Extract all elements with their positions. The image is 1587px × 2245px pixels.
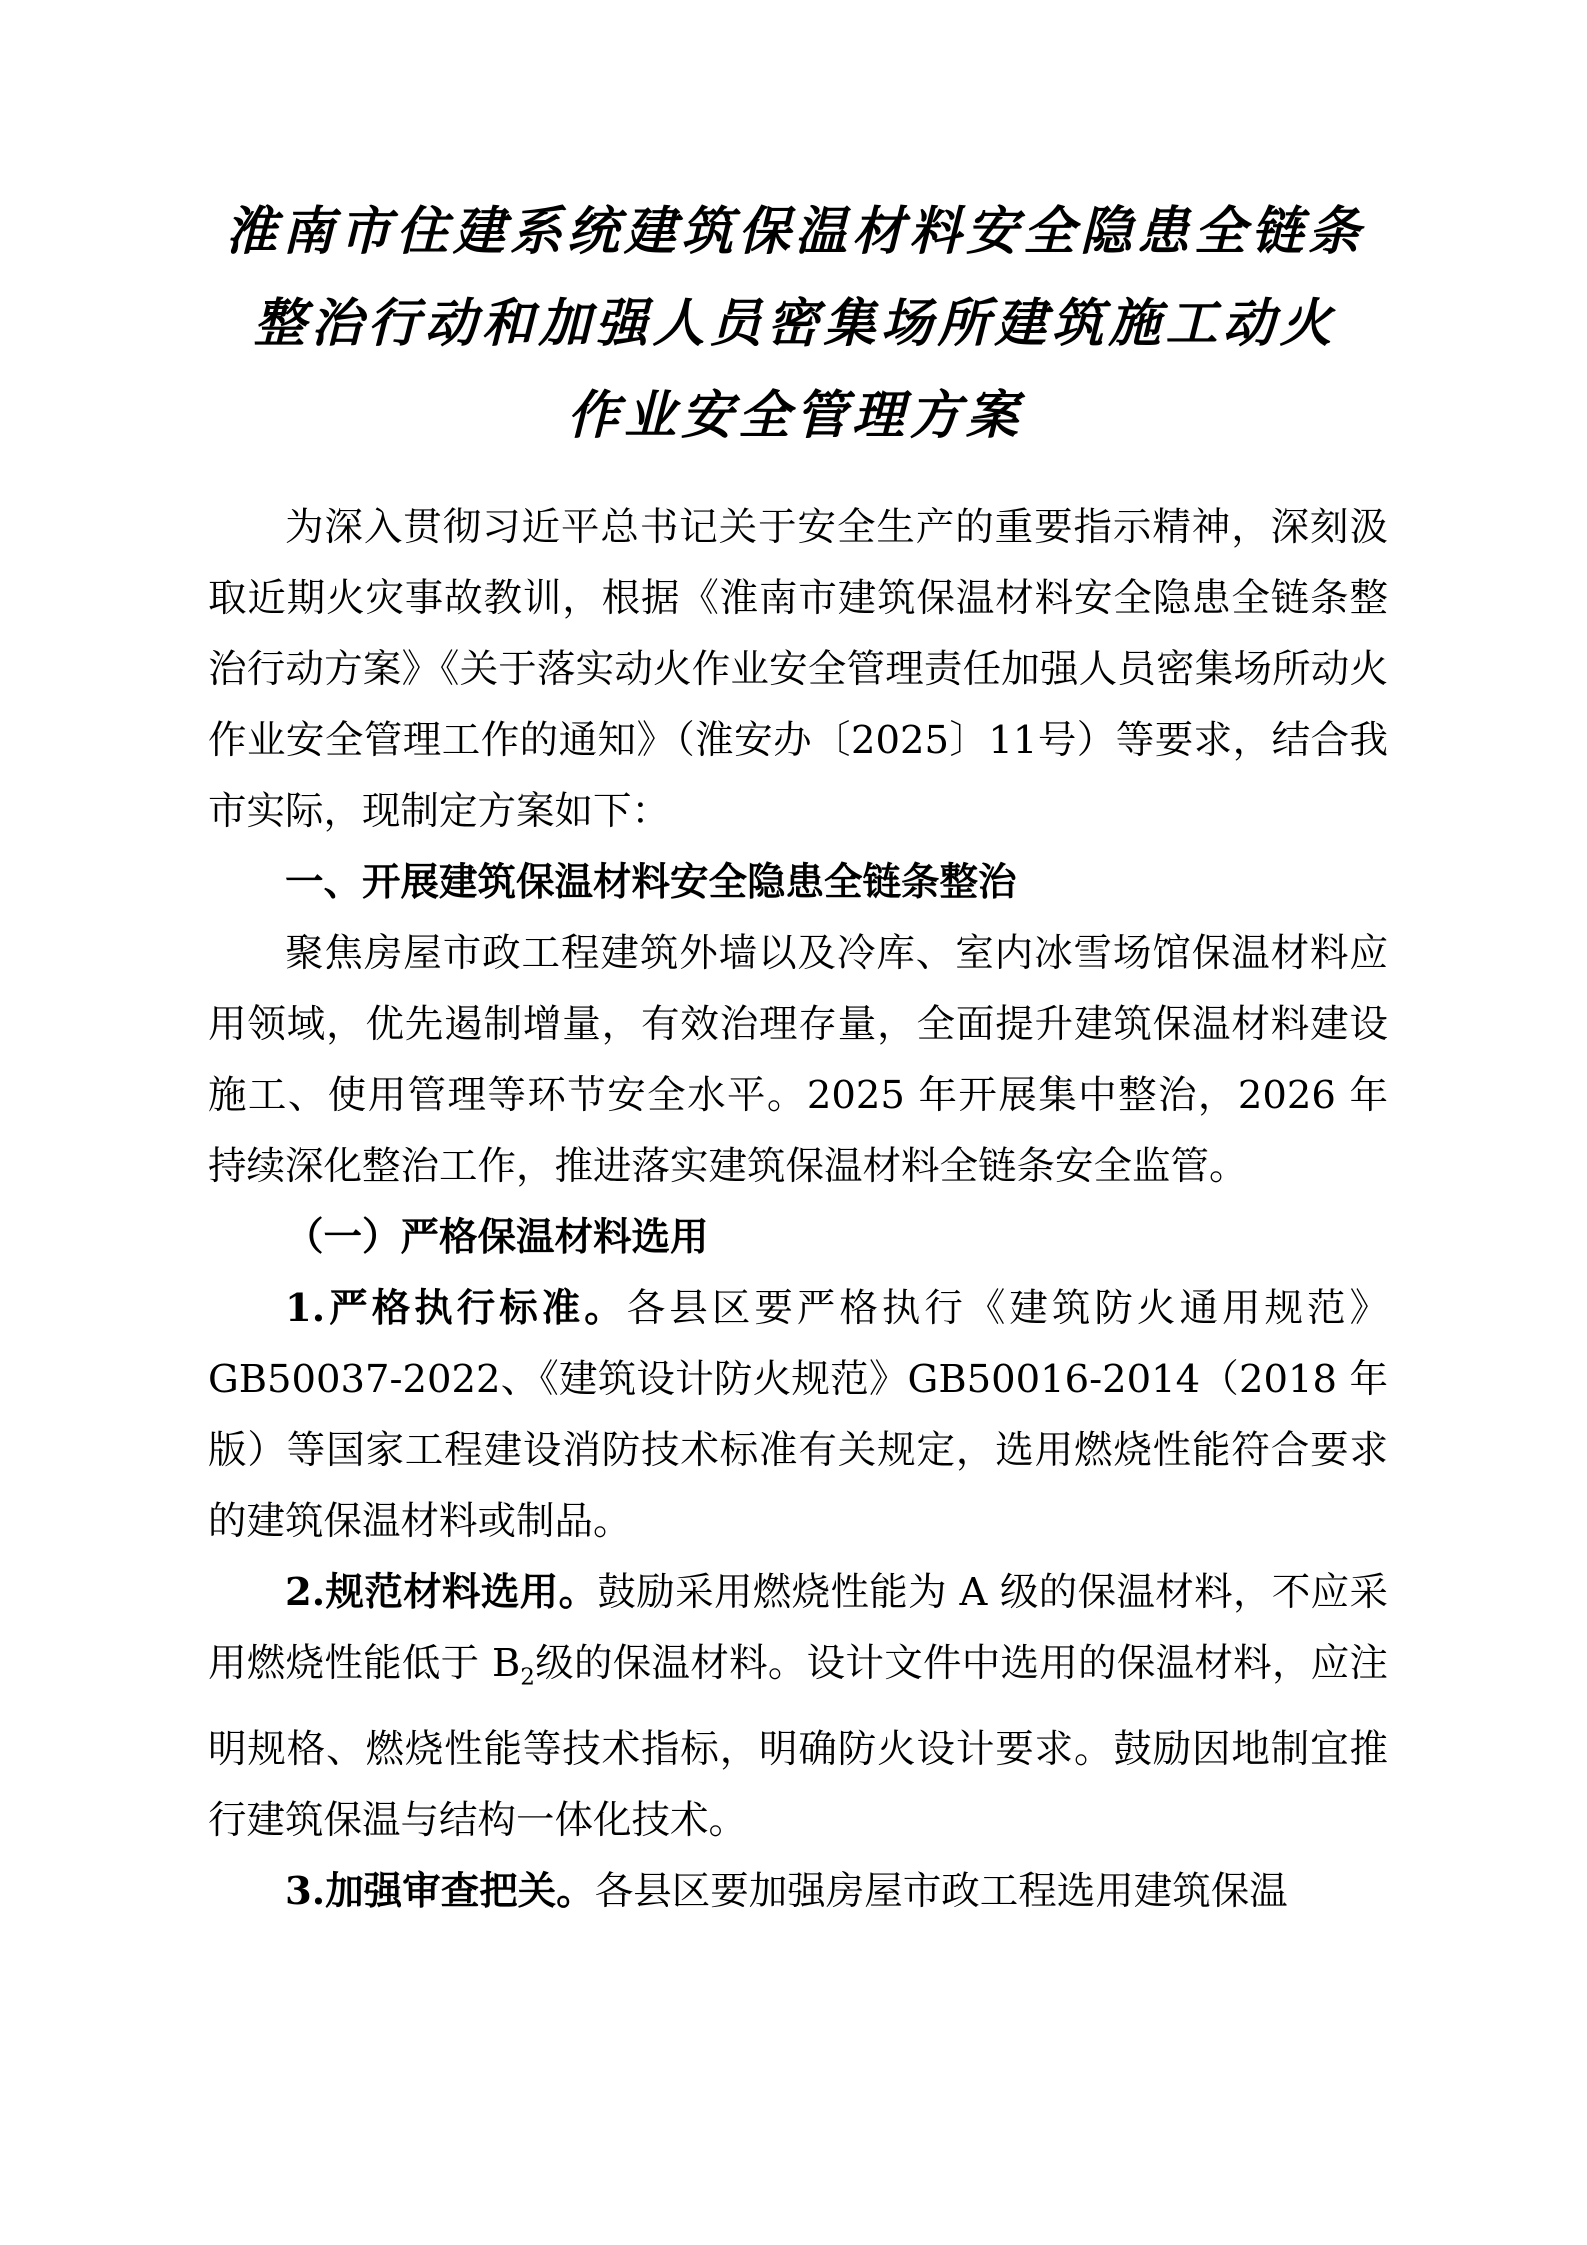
item-text-1: 各县区要严格执行《建筑防火通用规范》GB50037-2022、《建筑设计防火规范》GB50016-2014（2018 年版）等国家工程建设消防技术标准有关规定，选用燃烧性能符合要求的建筑保温材料或制品。 <box>208 1286 1388 1544</box>
item-text-3: 各县区要加强房屋市政工程选用建筑保温 <box>594 1868 1288 1914</box>
subscript-2: 2 <box>520 1664 535 1691</box>
subsection-heading-1: （一）严格保温材料选用 <box>285 1215 709 1260</box>
title-line-3: 作业安全管理方案 <box>566 385 1023 446</box>
item-text-2a: 鼓励采用燃烧性能为 A 级的保温材料，不应采用燃烧性能低于 B <box>208 1570 1388 1686</box>
item-paragraph-2 <box>208 1557 1388 1856</box>
intro-paragraph: 为深入贯彻习近平总书记关于安全生产的重要指示精神，深刻汲取近期火灾事故教训，根据《淮南市建筑保温材料安全隐患全链条整治行动方案》《关于落实动火作业安全管理责任加强人员密集场所动火作业安全管理工作的通知》（淮安办〔2025〕11号）等要求，结合我市实际，现制定方案如下： <box>208 505 1388 834</box>
item-lead-2: 2.规范材料选用。 <box>285 1570 598 1615</box>
item-paragraph-3 <box>208 1856 1388 1927</box>
document-title <box>190 186 1400 462</box>
title-line-2: 整治行动和加强人员密集场所建筑施工动火 <box>253 293 1337 354</box>
item-text-2b: 级的保温材料。设计文件中选用的保温材料，应注明规格、燃烧性能等技术指标，明确防火设计要求。鼓励因地制宜推行建筑保温与结构一体化技术。 <box>208 1641 1388 1843</box>
item-lead-3: 3.加强审查把关。 <box>285 1868 595 1914</box>
title-line-1: 淮南市住建系统建筑保温材料安全隐患全链条 <box>224 201 1365 262</box>
document-body <box>208 492 1388 1927</box>
item-lead-1: 1.严格执行标准。 <box>285 1286 627 1331</box>
section-1-paragraph: 聚焦房屋市政工程建筑外墙以及冷库、室内冰雪场馆保温材料应用领域，优先遏制增量，有效治理存量，全面提升建筑保温材料建设施工、使用管理等环节安全水平。2025 年开展集中整治，2026 年持续深化整治工作，推进落实建筑保温材料全链条安全监管。 <box>208 931 1388 1189</box>
item-paragraph-1 <box>208 1273 1388 1557</box>
section-heading-1: 一、开展建筑保温材料安全隐患全链条整治 <box>285 860 1017 905</box>
